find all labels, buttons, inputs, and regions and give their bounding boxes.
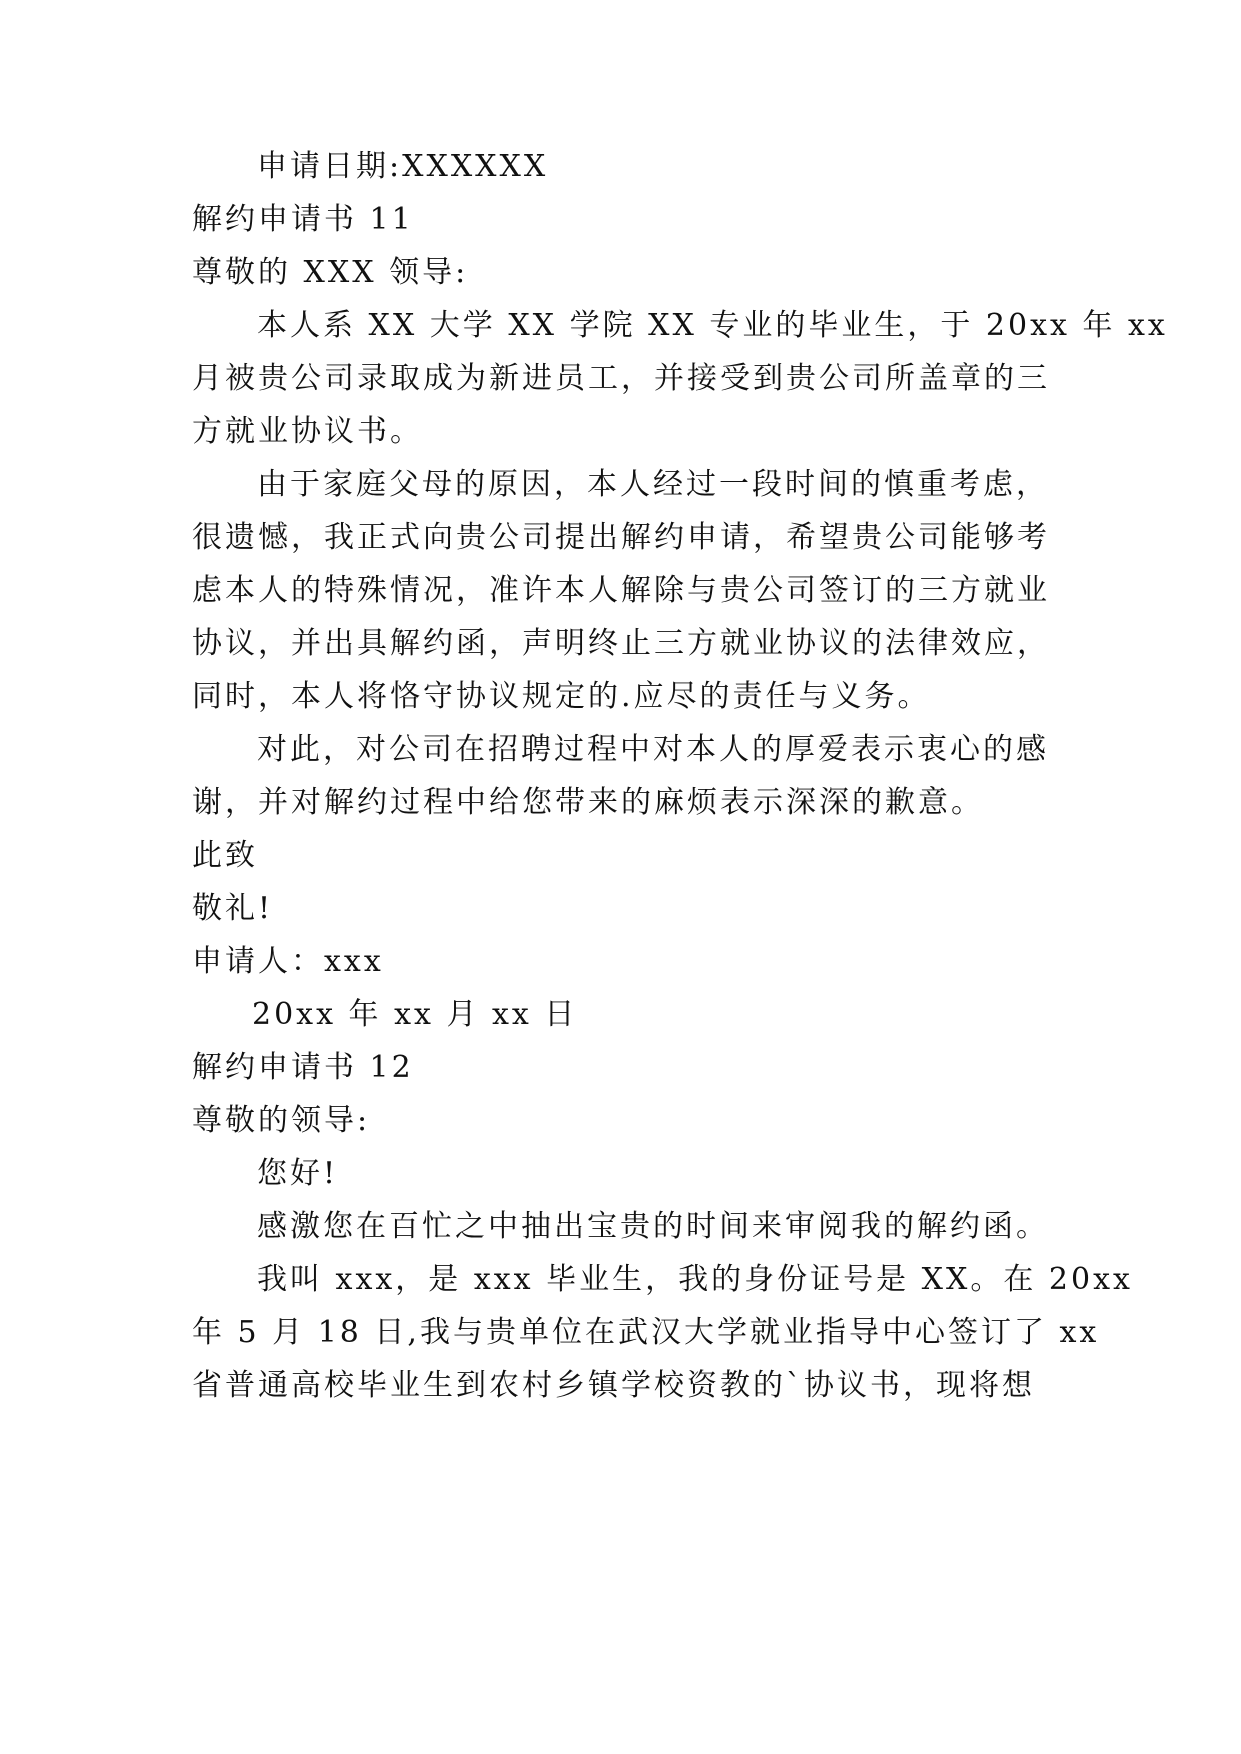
- letter-11-para3-line1: 对此，对公司在招聘过程中对本人的厚爱表示衷心的感: [257, 732, 1049, 767]
- letter-12-para2-line1: 我叫 xxx，是 xxx 毕业生，我的身份证号是 XX。在 20xx: [257, 1262, 1133, 1297]
- letter-12-title: 解约申请书 12: [192, 1050, 414, 1085]
- letter-12-salutation: 尊敬的领导:: [192, 1103, 371, 1138]
- letter-11-para1-line3: 方就业协议书。: [192, 414, 423, 449]
- letter-11-applicant: 申请人：xxx: [192, 944, 384, 979]
- letter-11-para3-line2: 谢，并对解约过程中给您带来的麻烦表示深深的歉意。: [192, 785, 984, 820]
- letter-11-para2-line3: 虑本人的特殊情况，准许本人解除与贵公司签订的三方就业: [192, 573, 1050, 608]
- letter-11-para2-line4: 协议，并出具解约函，声明终止三方就业协议的法律效应，: [192, 626, 1050, 661]
- letter-11-para2-line2: 很遗憾，我正式向贵公司提出解约申请，希望贵公司能够考: [192, 520, 1050, 555]
- letter-11-para2-line5: 同时，本人将恪守协议规定的.应尽的责任与义务。: [192, 679, 931, 714]
- letter-12-greeting: 您好!: [257, 1156, 339, 1191]
- letter-12-para2-line3: 省普通高校毕业生到农村乡镇学校资教的`协议书，现将想: [192, 1368, 1035, 1403]
- letter-12-para1: 感激您在百忙之中抽出宝贵的时间来审阅我的解约函。: [257, 1209, 1049, 1244]
- letter-11-para1-line1: 本人系 XX 大学 XX 学院 XX 专业的毕业生，于 20xx 年 xx: [257, 308, 1168, 343]
- letter-11-title: 解约申请书 11: [192, 202, 414, 237]
- letter-12-para2-line2: 年 5 月 18 日,我与贵单位在武汉大学就业指导中心签订了 xx: [192, 1315, 1100, 1350]
- letter-11-date: 20xx 年 xx 月 xx 日: [252, 997, 578, 1032]
- letter-11-closing-1: 此致: [192, 838, 258, 873]
- letter-11-salutation: 尊敬的 XXX 领导:: [192, 255, 469, 290]
- letter-11-para1-line2: 月被贵公司录取成为新进员工，并接受到贵公司所盖章的三: [192, 361, 1050, 396]
- application-date-line: 申请日期:XXXXXX: [257, 149, 549, 184]
- letter-11-para2-line1: 由于家庭父母的原因，本人经过一段时间的慎重考虑，: [257, 467, 1049, 502]
- letter-11-closing-2: 敬礼!: [192, 891, 274, 926]
